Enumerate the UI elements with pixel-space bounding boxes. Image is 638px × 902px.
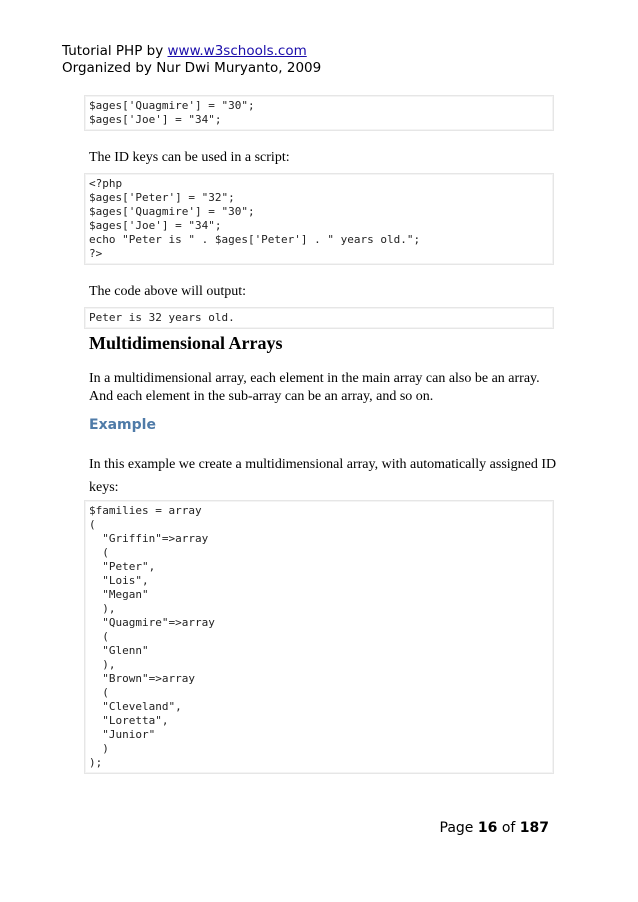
header-line-2: Organized by Nur Dwi Muryanto, 2009 bbox=[62, 60, 322, 76]
paragraph-output: The code above will output: bbox=[89, 284, 247, 299]
header-line-1 bbox=[62, 43, 321, 60]
page-label: Page bbox=[439, 820, 474, 836]
w3schools-link[interactable]: www.w3schools.com bbox=[167, 43, 307, 59]
code-block-ages: $ages['Quagmire'] = "30"; $ages['Joe'] = "34"; bbox=[84, 95, 554, 131]
example-heading: Example bbox=[89, 417, 156, 433]
paragraph-id-keys: The ID keys can be used in a script: bbox=[89, 150, 290, 165]
section-heading: Multidimensional Arrays bbox=[89, 333, 283, 353]
code-block-families: $families = array ( "Griffin"=>array ( "Peter", "Lois", "Megan" ), "Quagmire"=>array ( "Glenn" ), "Brown"=>array ( "Cleveland", "Loretta", "Junior" ) ); bbox=[84, 500, 554, 774]
code-block-output: Peter is 32 years old. bbox=[84, 307, 554, 329]
page-header bbox=[62, 43, 321, 77]
page-number: 16 bbox=[477, 820, 498, 836]
header-prefix: Tutorial PHP by bbox=[62, 43, 168, 59]
page-footer bbox=[440, 820, 549, 836]
paragraph-example: In this example we create a multidimensional array, with automatically assigned ID keys: bbox=[89, 457, 557, 495]
total-pages: 187 bbox=[519, 820, 549, 836]
of-label: of bbox=[501, 820, 516, 836]
paragraph-multidimensional: In a multidimensional array, each element in the main array can also be an array. And each element in the sub-array can be an array, and so on. bbox=[89, 371, 540, 404]
code-block-echo: <?php $ages['Peter'] = "32"; $ages['Quagmire'] = "30"; $ages['Joe'] = "34"; echo "Peter is " . $ages['Peter'] . " years old."; ?> bbox=[84, 173, 554, 265]
